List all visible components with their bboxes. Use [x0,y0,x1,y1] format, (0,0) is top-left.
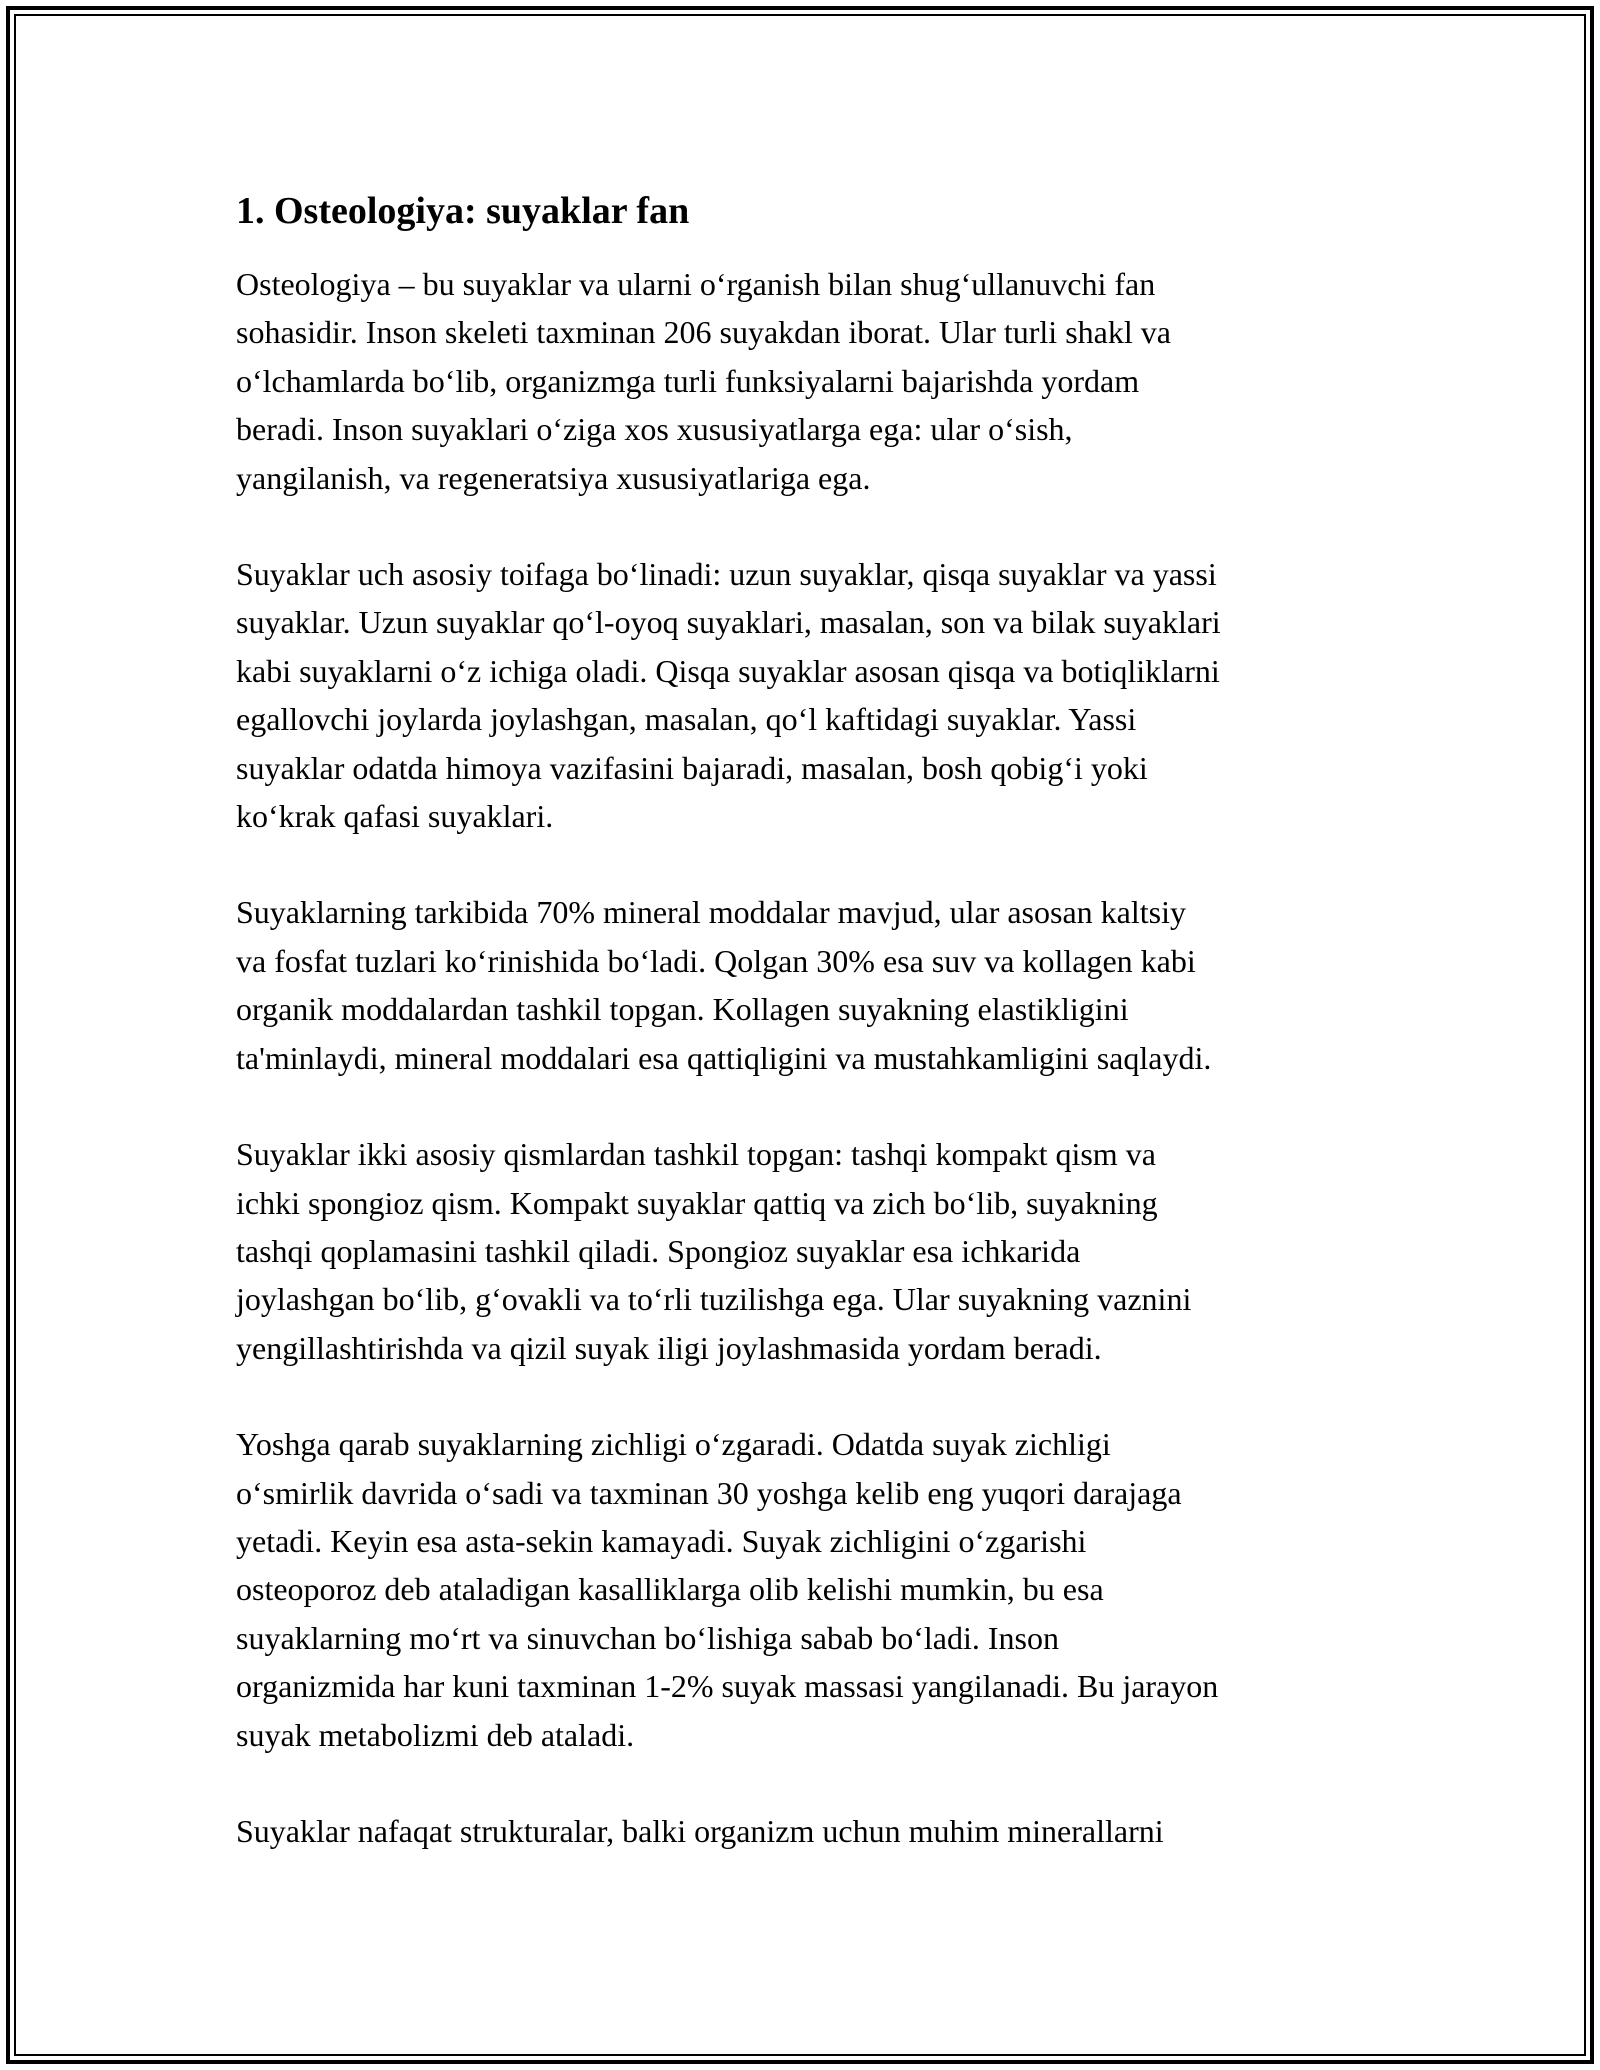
text-line: osteoporoz deb ataladigan kasalliklarga olib kelishi mumkin, bu esa [236,1571,1104,1608]
text-line: egallovchi joylarda joylashgan, masalan, qo‘l kaftidagi suyaklar. Yassi [236,701,1137,738]
paragraph-structure [236,1130,1376,1372]
text-line: yangilanish, va regeneratsiya xususiyatlariga ega. [236,459,871,496]
text-line: o‘lchamlarda bo‘lib, organizmga turli funksiyalarni bajarishda yordam [236,362,1140,399]
text-line: kabi suyaklarni o‘z ichiga oladi. Qisqa suyaklar asosan qisqa va botiqliklarni [236,652,1220,689]
text-line: o‘smirlik davrida o‘sadi va taxminan 30 yoshga kelib eng yuqori darajaga [236,1474,1182,1511]
text-line: Yoshga qarab suyaklarning zichligi o‘zgaradi. Odatda suyak zichligi [236,1426,1111,1463]
text-line: yengillashtirishda va qizil suyak iligi joylashmasida yordam beradi. [236,1329,1102,1366]
text-line: suyaklarning mo‘rt va sinuvchan bo‘lishiga sabab bo‘ladi. Inson [236,1619,1059,1656]
text-line: Suyaklarning tarkibida 70% mineral moddalar mavjud, ular asosan kaltsiy [236,894,1186,931]
text-line: Suyaklar uch asosiy toifaga bo‘linadi: uzun suyaklar, qisqa suyaklar va yassi [236,556,1217,593]
document-page [236,186,1376,1903]
text-line: va fosfat tuzlari ko‘rinishida bo‘ladi. Qolgan 30% esa suv va kollagen kabi [236,942,1196,979]
text-line: Suyaklar nafaqat strukturalar, balki organizm uchun muhim minerallarni [236,1812,1164,1849]
text-line: Suyaklar ikki asosiy qismlardan tashkil topgan: tashqi kompakt qism va [236,1136,1156,1173]
paragraph-composition [236,888,1376,1082]
paragraph-introduction [236,260,1376,502]
text-line: beradi. Inson suyaklari o‘ziga xos xususiyatlarga ega: ular o‘sish, [236,411,1073,448]
text-line: suyak metabolizmi deb ataladi. [236,1716,635,1753]
paragraph-density [236,1420,1376,1759]
text-line: organizmida har kuni taxminan 1-2% suyak massasi yangilanadi. Bu jarayon [236,1668,1219,1705]
text-line: joylashgan bo‘lib, g‘ovakli va to‘rli tuzilishga ega. Ular suyakning vaznini [236,1281,1192,1318]
text-line: ta'minlaydi, mineral moddalari esa qattiqligini va mustahkamligini saqlaydi. [236,1039,1212,1076]
text-line: suyaklar. Uzun suyaklar qo‘l-oyoq suyaklari, masalan, son va bilak suyaklari [236,604,1221,641]
paragraph-bone-types [236,550,1376,840]
text-line: sohasidir. Inson skeleti taxminan 206 suyakdan iborat. Ular turli shakl va [236,314,1171,351]
text-line: ichki spongioz qism. Kompakt suyaklar qattiq va zich bo‘lib, suyakning [236,1184,1158,1221]
text-line: organik moddalardan tashkil topgan. Kollagen suyakning elastikligini [236,991,1129,1028]
text-line: suyaklar odatda himoya vazifasini bajaradi, masalan, bosh qobig‘i yoki [236,749,1148,786]
text-line: tashqi qoplamasini tashkil qiladi. Spongioz suyaklar esa ichkarida [236,1232,1081,1269]
text-line: Osteologiya – bu suyaklar va ularni o‘rganish bilan shug‘ullanuvchi fan [236,266,1156,302]
section-title: 1. Osteologiya: suyaklar fan [236,190,690,232]
paragraph-minerals [236,1807,1376,1855]
text-line: ko‘krak qafasi suyaklari. [236,798,554,835]
text-line: yetadi. Keyin esa asta-sekin kamayadi. Suyak zichligini o‘zgarishi [236,1522,1087,1559]
